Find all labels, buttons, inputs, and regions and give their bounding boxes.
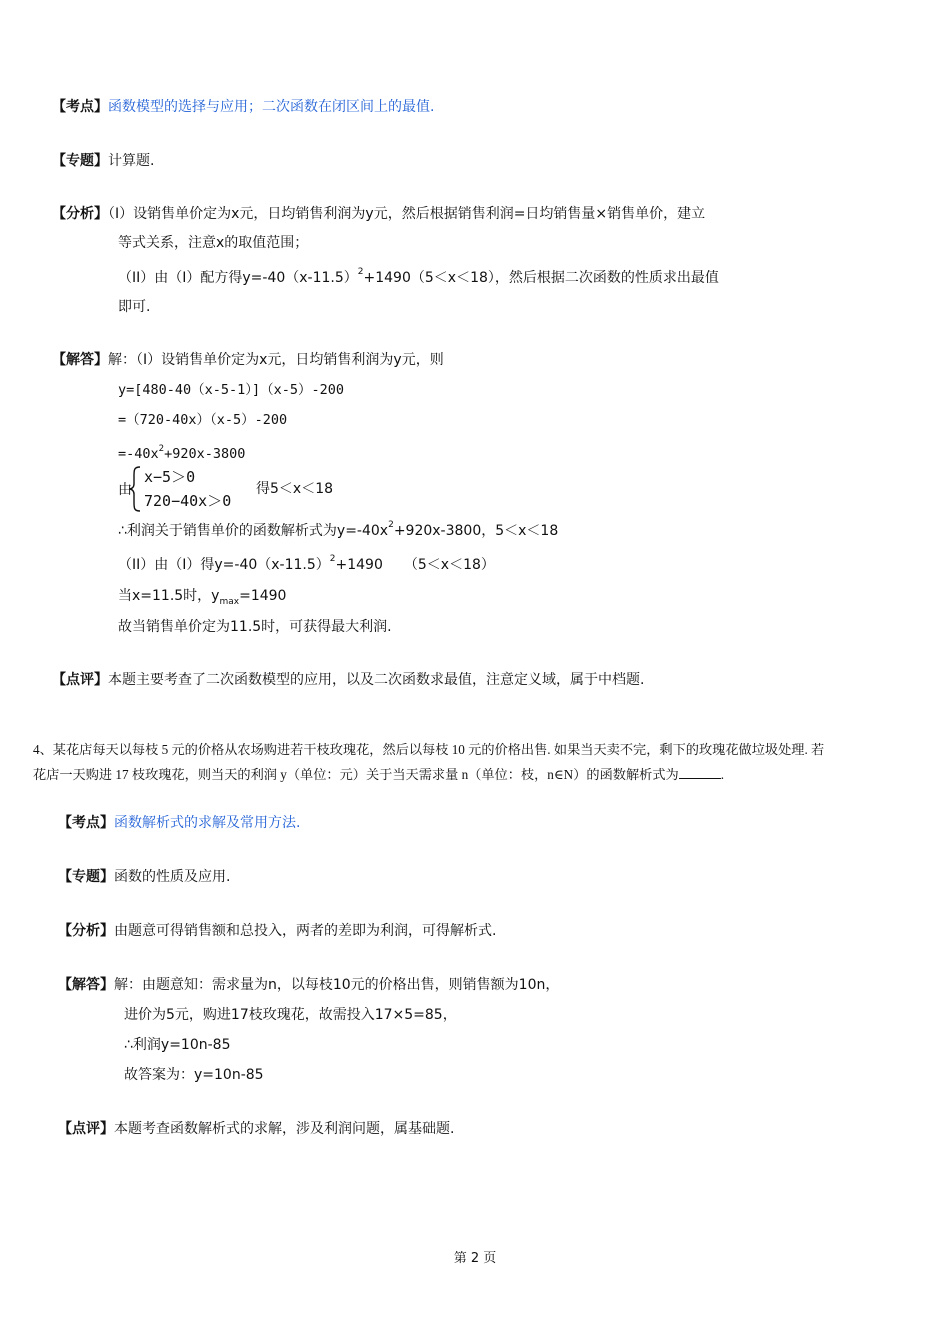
q4-fenxi-tag: 【分析】 [58,923,114,939]
q3-jieda-line6-b: +920x-3800，5＜x＜18 [393,523,559,539]
q4-zhuanti [58,867,230,887]
q3-jieda-line6 [118,521,558,541]
q4-jieda-line4: 故答案为：y=10n-85 [124,1067,264,1083]
q3-jieda-line1: 解：（I）设销售单价定为x元，日均销售利润为y元，则 [108,352,444,368]
q3-jieda-line9: 故当销售单价定为11.5时，可获得最大利润. [118,619,392,635]
q4-dianping-text: 本题考查函数解析式的求解，涉及利润问题，属基础题. [114,1121,455,1137]
q3-fenxi [52,204,705,224]
q3-fenxi-line3-sup: 2 [357,267,364,278]
q3-jieda-line3: =（720-40x）（x-5）-200 [118,412,288,428]
q3-fenxi-line3-b: +1490（5＜x＜18），然后根据二次函数的性质求出最值 [363,270,719,286]
q3-jieda-line8-sub: max [219,596,240,607]
q3-jieda-line8-a: 当x=11.5时，y [118,588,220,604]
q3-jieda-tag: 【解答】 [52,352,108,368]
system-row-2: 720−40x＞0 [144,492,232,510]
answer-blank [679,766,721,779]
system-row-1: x−5＞0 [144,468,196,486]
q3-jieda-line8 [118,586,286,606]
inequality-system [118,466,378,512]
q4-stem-line2 [33,765,724,785]
q4-stem-line2-text: 花店一天购进 17 枝玫瑰花，则当天的利润 y（单位：元）关于当天需求量 n（单位：枝，n∈N）的函数解析式为 [33,767,679,782]
q3-zhuanti-text: 计算题. [108,153,155,169]
q3-fenxi-line1: （I）设销售单价定为x元，日均销售利润为y元，然后根据销售利润=日均销售量×销售单价，建立 [108,206,706,222]
q3-jieda-line6-a: ∴利润关于销售单价的函数解析式为y=-40x [118,523,389,539]
q3-zhuanti-tag: 【专题】 [52,153,108,169]
q4-jieda-line1: 解：由题意知：需求量为n，以每枝10元的价格出售，则销售额为10n， [114,977,560,993]
q3-jieda-line2: y=[480-40（x-5-1）]（x-5）-200 [118,382,345,398]
q3-dianping-text: 本题主要考查了二次函数模型的应用，以及二次函数求最值，注意定义域，属于中档题. [108,672,645,688]
q3-fenxi-line2: 等式关系，注意x的取值范围； [118,235,309,251]
q3-jieda-line7-sup: 2 [329,554,336,565]
system-result: 得5＜x＜18 [256,481,334,497]
q3-jieda-line4-b: +920x-3800 [164,446,246,462]
q4-jieda-tag: 【解答】 [58,977,114,993]
q4-jieda-line3: ∴利润y=10n-85 [124,1037,231,1053]
q4-dianping-tag: 【点评】 [58,1121,114,1137]
q4-fenxi [58,921,496,941]
q3-kaodian-tag: 【考点】 [52,99,108,115]
q3-zhuanti [52,151,154,171]
q3-dianping-tag: 【点评】 [52,672,108,688]
q3-fenxi-line3-a: （II）由（I）配方得y=-40（x-11.5） [118,270,358,286]
q4-jieda-line2: 进价为5元，购进17枝玫瑰花，故需投入17×5=85， [124,1007,457,1023]
left-brace-icon [127,466,143,512]
q4-jieda [58,975,559,995]
q3-jieda-line7-a: （II）由（I）得y=-40（x-11.5） [118,557,330,573]
q4-kaodian [58,813,300,833]
q3-fenxi-line4: 即可. [118,299,151,315]
q3-kaodian [52,97,434,117]
q4-kaodian-text: 函数解析式的求解及常用方法. [114,815,301,831]
q3-kaodian-text: 函数模型的选择与应用；二次函数在闭区间上的最值. [108,99,435,115]
q4-dianping [58,1119,454,1139]
system-prefix: 由 [118,482,132,498]
q3-dianping [52,670,644,690]
page-number: 第 2 页 [453,1251,497,1266]
q3-fenxi-tag: 【分析】 [52,206,108,222]
q3-jieda-line7-b: +1490 （5＜x＜18） [335,557,495,573]
q4-zhuanti-tag: 【专题】 [58,869,114,885]
q3-jieda [52,350,444,370]
q3-jieda-line4 [118,444,245,464]
q4-stem-line1: 4、某花店每天以每枝 5 元的价格从农场购进若干枝玫瑰花，然后以每枝 10 元的价格出售. 如果当天卖不完，剩下的玫瑰花做垃圾处理. 若 [33,742,825,757]
q3-jieda-line4-a: =-40x [118,446,159,462]
q4-kaodian-tag: 【考点】 [58,815,114,831]
q4-stem-line2-end: . [720,767,724,782]
q3-jieda-line7 [118,555,495,575]
q3-jieda-line6-sup: 2 [388,520,394,531]
q3-jieda-line4-sup: 2 [158,443,165,454]
q4-fenxi-text: 由题意可得销售额和总投入，两者的差即为利润，可得解析式. [114,923,497,939]
q3-fenxi-line3 [118,268,719,288]
q4-zhuanti-text: 函数的性质及应用. [114,869,231,885]
q3-jieda-line8-b: =1490 [239,588,287,604]
